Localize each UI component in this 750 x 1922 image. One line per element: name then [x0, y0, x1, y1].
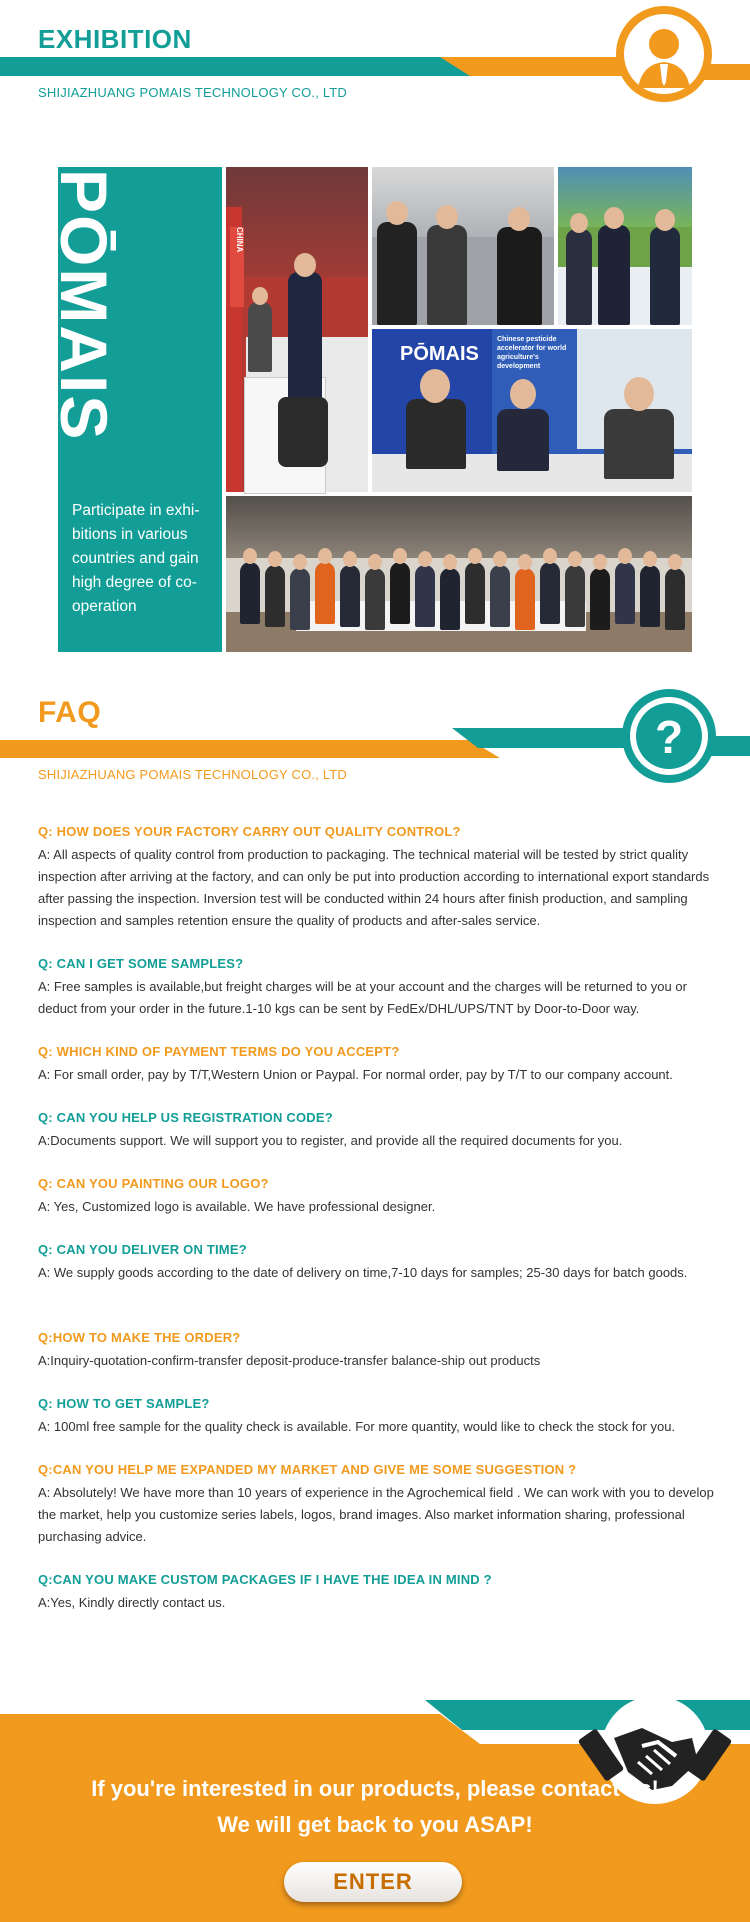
group-person-head — [668, 554, 682, 570]
faq-question: Q: WHICH KIND OF PAYMENT TERMS DO YOU ACCEPT? — [38, 1044, 400, 1059]
exhibition-photo-pomais-booth — [372, 329, 692, 492]
faq-item — [38, 1242, 721, 1284]
faq-answer: A:Documents support. We will support you to register, and provide all the required documents for you. — [38, 1133, 623, 1148]
group-person — [515, 568, 535, 630]
group-person — [265, 565, 285, 627]
group-person-head — [318, 548, 332, 564]
caption-line: Participate in exhi- — [72, 502, 200, 519]
faq-item — [38, 1396, 721, 1438]
footer-line-2: We will get back to you ASAP! — [217, 1812, 533, 1837]
faq-question: Q: CAN YOU PAINTING OUR LOGO? — [38, 1176, 269, 1191]
hall-sign: CHINA — [230, 227, 244, 307]
faq-question: Q:HOW TO MAKE THE ORDER? — [38, 1330, 241, 1345]
group-person — [315, 562, 335, 624]
businessman-icon — [616, 6, 712, 102]
brand-vertical — [47, 167, 142, 442]
faq-answer: A: We supply goods according to the date of delivery on time,7-10 days for samples; 25-30 days for batch goods. — [38, 1265, 688, 1280]
group-person — [290, 568, 310, 630]
enter-button[interactable]: ENTER — [284, 1862, 462, 1902]
faq-question: Q:CAN YOU HELP ME EXPANDED MY MARKET AND GIVE ME SOME SUGGESTION ? — [38, 1462, 577, 1477]
group-person-head — [418, 551, 432, 567]
group-person — [665, 568, 685, 630]
group-person — [440, 568, 460, 630]
group-person-head — [593, 554, 607, 570]
footer-line-1: If you're interested in our products, please contact us! — [91, 1776, 659, 1801]
group-person-head — [493, 551, 507, 567]
faq-question: Q: CAN YOU HELP US REGISTRATION CODE? — [38, 1110, 333, 1125]
exhibition-photo-group — [226, 496, 692, 652]
faq-question: Q: CAN I GET SOME SAMPLES? — [38, 956, 244, 971]
faq-answer: A:Inquiry-quotation-confirm-transfer deposit-produce-transfer balance-ship out products — [38, 1353, 541, 1368]
group-person-head — [268, 551, 282, 567]
caption-line: operation — [72, 598, 137, 615]
faq-item — [38, 1572, 721, 1614]
faq-item — [38, 1110, 721, 1152]
group-person — [240, 562, 260, 624]
exhibition-caption — [72, 499, 217, 619]
booth-sign-brand: PŌMAIS — [400, 343, 479, 365]
faq-item — [38, 1462, 721, 1548]
group-person — [365, 568, 385, 630]
contact-footer — [0, 1690, 750, 1922]
group-person — [565, 565, 585, 627]
brand-vertical-text: PŌMAIS — [47, 169, 121, 442]
faq-answer: A: Free samples is available,but freight charges will be at your account and the charges will be returned to you or deduct from your order in the future.1-10 kgs can be sent by FedEx/DHL/UPS/TNT by Door-to-Door way. — [38, 979, 687, 1016]
exhibition-company: SHIJIAZHUANG POMAIS TECHNOLOGY CO., LTD — [38, 85, 348, 100]
exhibition-caption-panel — [47, 167, 222, 652]
exhibition-photo-greenbooth — [558, 167, 692, 325]
group-person-head — [643, 551, 657, 567]
group-person — [415, 565, 435, 627]
group-person-head — [468, 548, 482, 564]
group-person-head — [293, 554, 307, 570]
question-mark-icon — [622, 689, 716, 783]
group-person-head — [618, 548, 632, 564]
group-person — [490, 565, 510, 627]
faq-company: SHIJIAZHUANG POMAIS TECHNOLOGY CO., LTD — [38, 767, 348, 782]
group-person-head — [443, 554, 457, 570]
faq-question: Q: CAN YOU DELIVER ON TIME? — [38, 1242, 247, 1257]
group-person — [390, 562, 410, 624]
faq-item — [38, 824, 721, 932]
faq-answer: A:Yes, Kindly directly contact us. — [38, 1595, 226, 1610]
faq-question: Q: HOW TO GET SAMPLE? — [38, 1396, 210, 1411]
group-person-head — [543, 548, 557, 564]
svg-text:?: ? — [654, 711, 684, 763]
group-person-head — [243, 548, 257, 564]
exhibition-photo-booth — [226, 167, 368, 492]
booth-sign-text: Chinese pesticide accelerator for world agriculture's development — [497, 336, 567, 370]
group-person — [465, 562, 485, 624]
caption-line: bitions in various — [72, 526, 188, 543]
faq-item — [38, 1176, 721, 1218]
faq-answer: A: All aspects of quality control from production to packaging. The technical material will be tested by strict quality inspection after arriving at the factory, and can only be put into production according to international export standards after passing the inspection. Inversion test will be conducted within 24 hours after finish production, and sampling inspection and samples retention ensure the quality of products and after-sales service. — [38, 847, 710, 928]
group-person-head — [343, 551, 357, 567]
group-person-head — [393, 548, 407, 564]
group-person-head — [568, 551, 582, 567]
faq-answer: A: Absolutely! We have more than 10 years of experience in the Agrochemical field . We can work with you to develop the market, help you customize series labels, logos, brand images. Also market information sharing, professional purchasing advice. — [38, 1485, 714, 1544]
faq-item — [38, 1044, 721, 1086]
exhibition-photo-meeting — [372, 167, 554, 325]
faq-answer: A: Yes, Customized logo is available. We have professional designer. — [38, 1199, 436, 1214]
faq-title: FAQ — [38, 696, 102, 729]
caption-line: high degree of co- — [72, 574, 197, 591]
faq-item — [38, 956, 721, 1020]
group-person — [540, 562, 560, 624]
group-person — [590, 568, 610, 630]
group-person — [640, 565, 660, 627]
caption-line: countries and gain — [72, 550, 199, 567]
group-person-head — [518, 554, 532, 570]
faq-question: Q:CAN YOU MAKE CUSTOM PACKAGES IF I HAVE THE IDEA IN MIND ? — [38, 1572, 492, 1587]
group-person — [340, 565, 360, 627]
faq-answer: A: 100ml free sample for the quality check is available. For more quantity, would like to check the stock for you. — [38, 1419, 676, 1434]
group-person-head — [368, 554, 382, 570]
group-person — [615, 562, 635, 624]
exhibition-title: EXHIBITION — [38, 24, 192, 54]
faq-question: Q: HOW DOES YOUR FACTORY CARRY OUT QUALITY CONTROL? — [38, 824, 461, 839]
faq-item — [38, 1330, 721, 1372]
faq-answer: A: For small order, pay by T/T,Western Union or Paypal. For normal order, pay by T/T to our company account. — [38, 1067, 673, 1082]
